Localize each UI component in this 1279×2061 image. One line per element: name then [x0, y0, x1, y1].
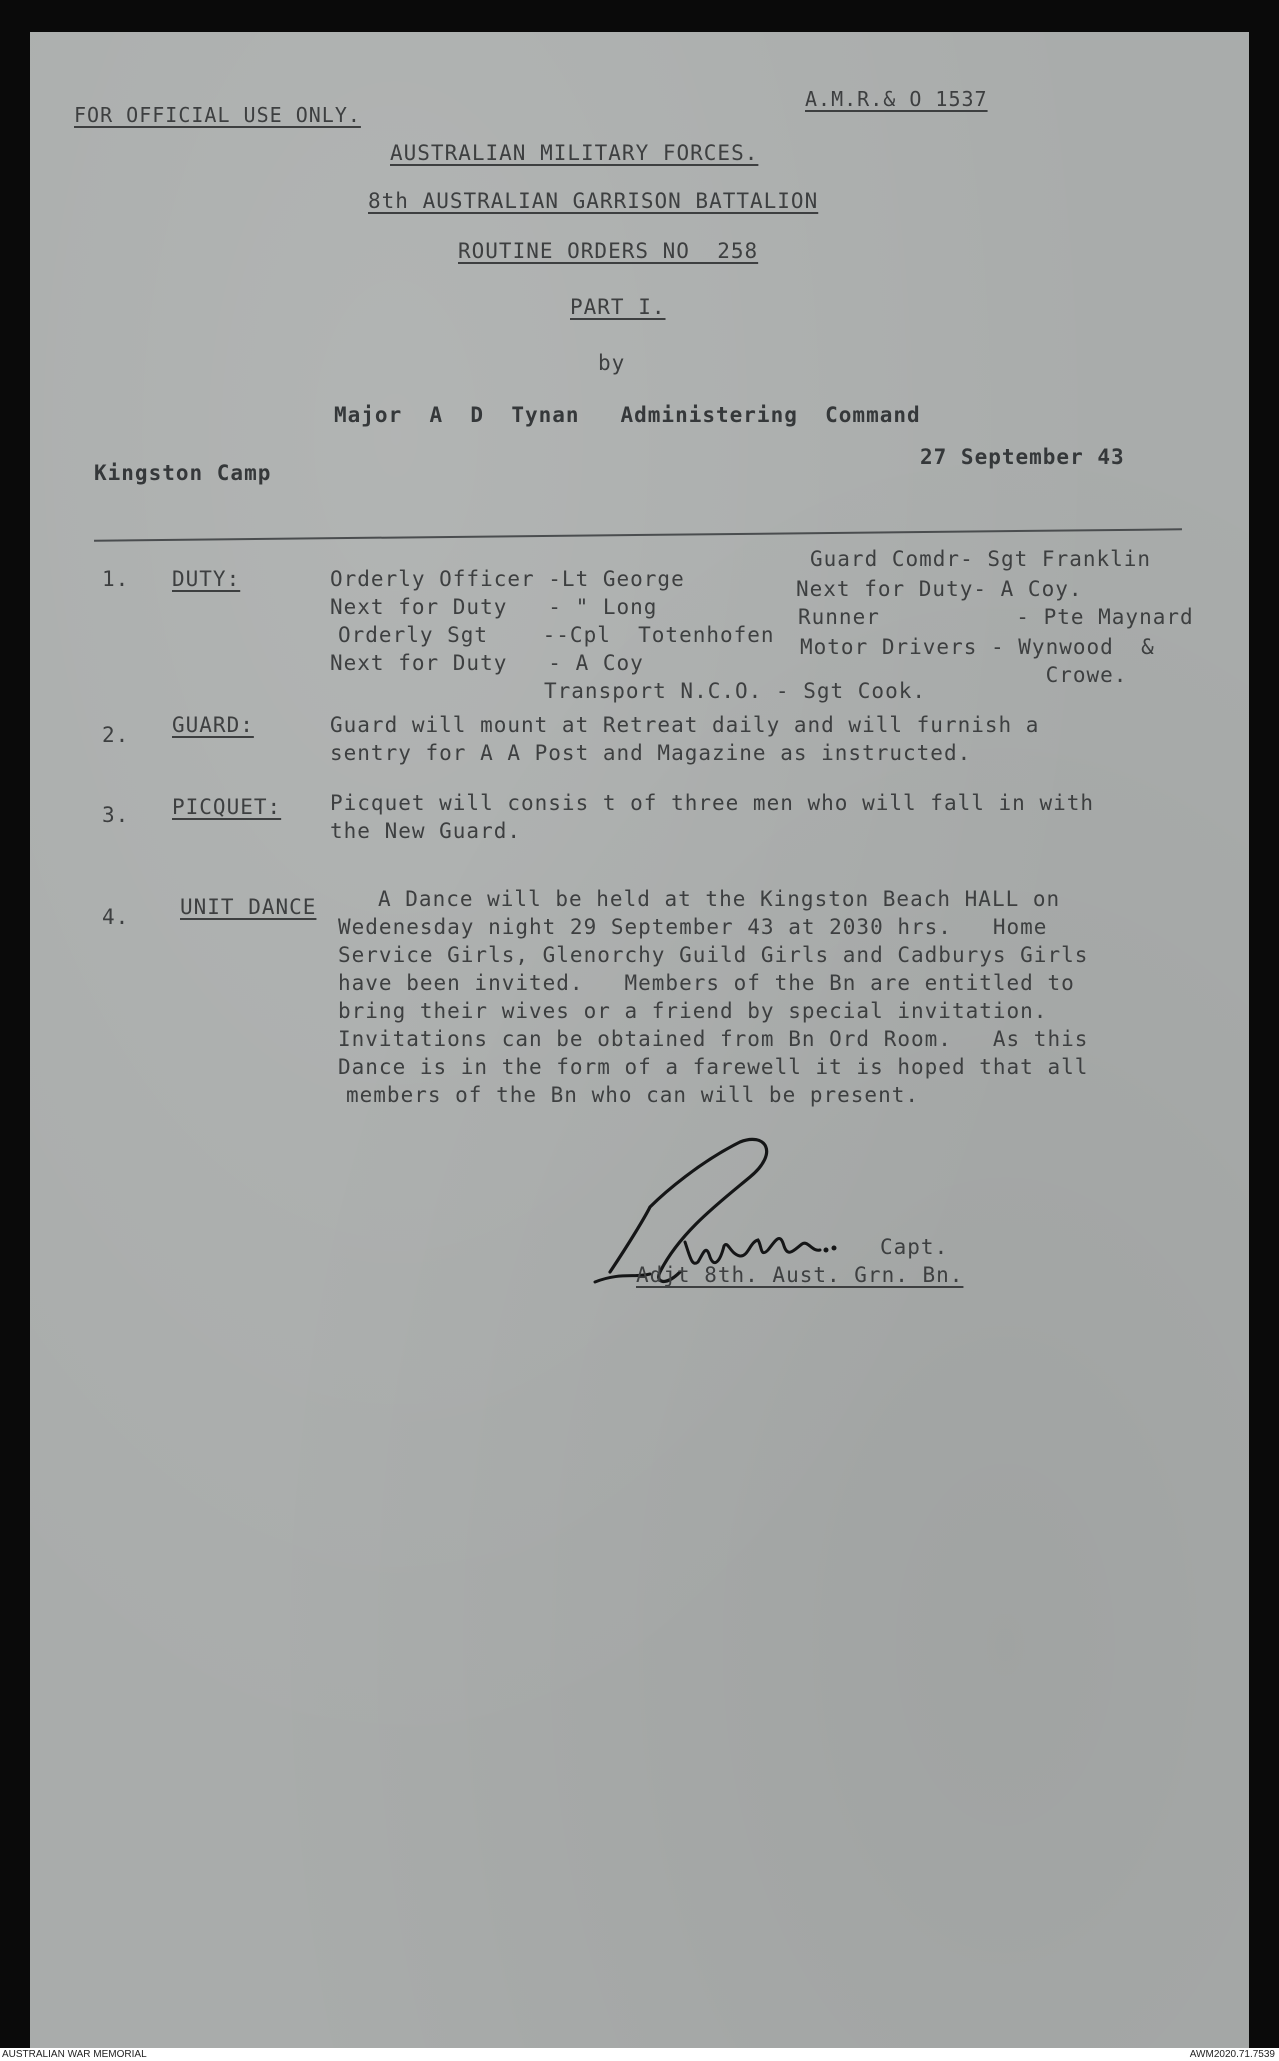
header-divider — [94, 528, 1182, 541]
date-label: 27 September 43 — [920, 445, 1125, 469]
title-line-3: ROUTINE ORDERS NO 258 — [458, 239, 759, 263]
picquet-line-1: Picquet will consis t of three men who will fall in with — [330, 791, 1095, 815]
item-1-heading: DUTY: — [172, 567, 241, 591]
item-4-heading: UNIT DANCE — [180, 895, 317, 919]
part-heading: PART I. — [570, 295, 666, 319]
document-page — [30, 32, 1249, 2048]
duty-line-4: Next for Duty - A Coy — [330, 651, 644, 675]
item-4-number: 4. — [102, 905, 130, 929]
duty-line-1: Orderly Officer -Lt George — [330, 567, 685, 591]
guard-line-1: Guard will mount at Retreat daily and will furnish a — [330, 713, 1040, 737]
dance-line-8: members of the Bn who can will be present. — [346, 1083, 920, 1107]
duty-right-line-4: Motor Drivers - Wynwood & — [800, 635, 1155, 659]
dance-line-2: Wedenesday night 29 September 43 at 2030 hrs. Home — [338, 915, 1048, 939]
dance-line-4: have been invited. Members of the Bn are entitled to — [338, 971, 1075, 995]
duty-line-3: Orderly Sgt --Cpl Totenhofen — [338, 623, 775, 647]
duty-line-2: Next for Duty - " Long — [330, 595, 658, 619]
reference-number: A.M.R.& O 1537 — [805, 87, 988, 111]
guard-line-2: sentry for A A Post and Magazine as instructed. — [330, 741, 972, 765]
duty-right-line-3: Runner - Pte Maynard — [798, 605, 1194, 629]
duty-right-line-2: Next for Duty- A Coy. — [796, 577, 1083, 601]
item-2-number: 2. — [102, 723, 130, 747]
picquet-line-2: the New Guard. — [330, 819, 522, 843]
duty-right-line-5: Crowe. — [800, 663, 1128, 687]
place-label: Kingston Camp — [94, 461, 272, 485]
classification-label: FOR OFFICIAL USE ONLY. — [74, 103, 361, 127]
item-2-heading: GUARD: — [172, 713, 254, 737]
duty-right-line-1: Guard Comdr- Sgt Franklin — [810, 547, 1152, 571]
transport-nco-line: Transport N.C.O. - Sgt Cook. — [544, 679, 927, 703]
authority-line: Major A D Tynan Administering Command — [334, 403, 921, 427]
dance-line-6: Invitations can be obtained from Bn Ord Room. As this — [338, 1027, 1089, 1051]
title-line-2: 8th AUSTRALIAN GARRISON BATTALION — [368, 189, 819, 213]
dance-line-1: A Dance will be held at the Kingston Beach HALL on — [378, 887, 1061, 911]
archive-footer — [0, 2048, 1279, 2061]
accession-number: AWM2020.71.7539 — [1189, 2049, 1275, 2060]
institution-label: AUSTRALIAN WAR MEMORIAL — [2, 2049, 147, 2060]
dance-line-5: bring their wives or a friend by special invitation. — [338, 999, 1048, 1023]
signatory-appointment: Adjt 8th. Aust. Grn. Bn. — [636, 1263, 964, 1287]
signatory-rank: Capt. — [880, 1235, 949, 1259]
item-3-number: 3. — [102, 803, 130, 827]
dance-line-7: Dance is in the form of a farewell it is hoped that all — [338, 1055, 1089, 1079]
item-3-heading: PICQUET: — [172, 795, 282, 819]
by-label: by — [598, 351, 626, 375]
title-line-1: AUSTRALIAN MILITARY FORCES. — [390, 141, 759, 165]
dance-line-3: Service Girls, Glenorchy Guild Girls and Cadburys Girls — [338, 943, 1089, 967]
item-1-number: 1. — [102, 567, 130, 591]
